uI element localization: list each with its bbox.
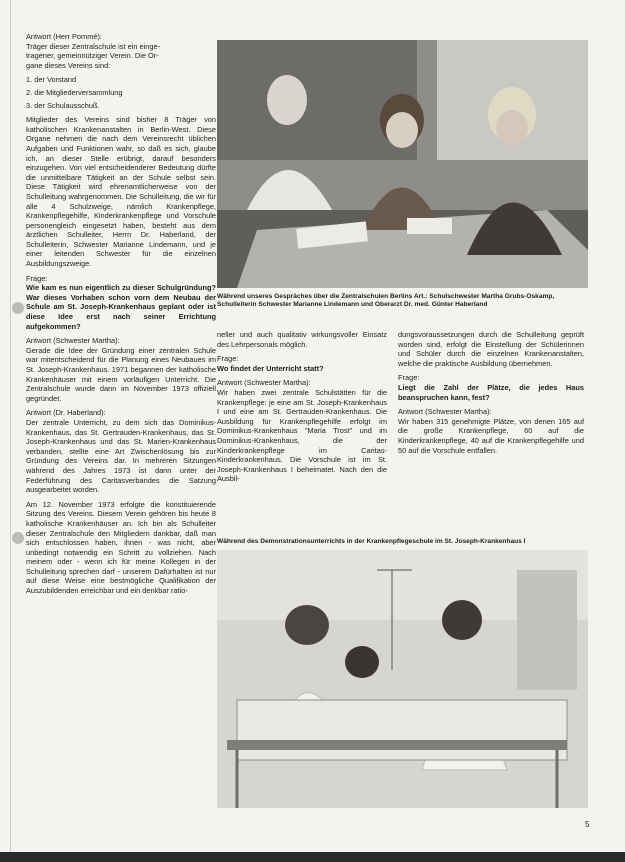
left-column [26,32,216,601]
answer-label: Antwort (Schwester Martha): [398,407,492,417]
question-block [26,274,216,332]
answer-block [217,378,387,484]
middle-column [217,330,387,489]
paragraph-founding: Am 12. November 1973 erfolgte die konstituierende Sitzung des Vereins. Diesem Verein gehören bis heute 8 katholische Krankenhäuser an. Ich bin als Schulleiter dieser Zentralschule den Mitgliedern dankbar, daß man sich entschlossen haben, ihnen - was nicht, aber unbedingt notwendig ein Schritt zu vollziehen. Nach meinem oder - wenn ich für meine Kollegen in der Schulleitung sprechen darf - unserem Dafürhalten ist nur auf diese Weise eine bestmögliche Qualifikation der Auszubildenden erreichbar und ein denkbar ratio- [26,499,216,596]
answer-label: Antwort (Schwester Martha): [26,336,120,346]
question-label: Frage: [217,354,239,364]
question-text: Liegt die Zahl der Plätze, die jedes Haus beanspruchen kann, fest? [398,382,584,402]
organs-list [26,75,216,110]
question-block [398,373,584,402]
photo-demonstration-illustration [217,550,588,808]
answer-text: Wir haben zwei zentrale Schulstätten für die Krankenpflege: je eine am St. Joseph-Krankenhaus I und eine am St. Gertrauden-Krankenhaus. Die Ausbildung für Krankenpflegehilfe erfolgt im Dominikus-Krankenhaus "Maria Trost" und im Dominikus-Krankenhaus, die der Kinderkrankenpflege im Caritas-Kinderkrankenhaus. Die Vorschule ist im St. Joseph-Krankenhaus I beheimatet. Nach den die Ausbil- [217,387,387,484]
photo-interview-illustration [217,40,588,288]
paragraph-intro: neller und auch qualitativ wirkungsvoller Einsatz des Lehrpersonals möglich. [217,330,387,349]
punch-hole [12,302,24,314]
list-item: 1. der Vorstand [26,75,77,85]
intro-line: tragener, gemeinnütziger Verein. Die Or- [26,51,159,61]
photo-interview [217,40,588,288]
list-item: 2. die Mitgliederversammlung [26,87,123,97]
paragraph-members: Mitglieder des Vereins sind bisher 8 Träger von katholischen Krankenanstalten in Berlin-West. Diese Organe nehmen die nach dem Vereinsrecht üblichen Aufgaben und Funktionen wahr, so daß es sich, glaube ich, an dieser Stelle erübrigt, darauf besonders einzugehen. Von viel entscheidenderer Bedeutung dürfte die unmittelbare Tätigkeit an der Schule selbst sein. Diese Tätigkeit wird ehrenamtlicherweise von der Schulleitung wahrgenommen. Die Schulleitung, die wir für alle 4 Schulzweige, nämlich Krankenpflege, Krankenpflegehilfe, Kinderkrankenpflege und Vorschule personengleich eingesetzt haben, besteht aus dem ärztlichen Schulleiter, Herrn Dr. Haberland, der Schulleiterin, Schwester Marianne Lindemann, und je einer leitenden Schwester für die einzelnen Ausbildungszweige. [26,115,216,269]
question-label: Frage: [26,273,48,283]
answer-text: Wir haben 315 genehmigte Plätze, von denen 165 auf die große Krankenpflege, 60 auf die Kinderkrankenpflege, 40 auf die Krankenpflegehilfe und 50 auf die Vorschule entfallen. [398,416,584,455]
page-edge [10,0,11,862]
answer-text: Gerade die Idee der Gründung einer zentralen Schule war mitentscheidend für die Planung eines Neubaues im St. Joseph-Krankenhaus. 1971 begannen der katholische Krankenhäuser mit einem vorläufigen Unterricht. Die Zentralschule wurde dann im November 1973 offiziell gegründet. [26,345,216,403]
list-item: 3. der Schulausschuß. [26,100,100,110]
answer-block [26,408,216,494]
answer-label: Antwort (Dr. Haberland): [26,408,106,418]
answer-block [398,407,584,455]
photo-caption-demonstration: Während des Demonstrationsunterrichts in der Krankenpflegeschule im St. Joseph-Krankenhaus I [217,538,526,545]
photo-caption-interview: Während unseres Gespräches über die Zentralschulen Berlins Art.: Schulschwester Martha Grubs-Oskamp, Schulleiterin Schwester Marianne Lindemann und Oberarzt Dr. med. Günter Haberland [217,293,555,309]
answer-text: Der zentrale Unterricht, zu dem sich das Dominikus-Krankenhaus, das St. Gertrauden-Krankenhaus, das St. Joseph-Krankenhaus und das St. Marien-Krankenhaus verbanden, stellte eine Art Zwischenlösung bis zur Gründung des Vereins dar. In mehreren Sitzungen während des Jahres 1973 ist dann unter der Federführung des Caritasverbandes die Satzung ausgearbeitet worden. [26,417,216,495]
photo-demonstration [217,550,588,808]
question-text: Wo findet der Unterricht statt? [217,363,324,373]
answer-label: Antwort (Herr Pommé): [26,32,102,41]
answer-block [26,336,216,403]
page-number: 5 [585,820,590,829]
answer-label: Antwort (Schwester Martha): [217,378,311,388]
paragraph-intro: dungsvoraussetzungen durch die Schulleitung geprüft worden sind, erfolgt die Einstellung der Schülerinnen und Schüler durch die einzelnen Krankenanstalten, welche die praktische Ausbildung übernehmen. [398,330,584,368]
question-block [217,354,387,373]
question-text: Wie kam es nun eigentlich zu dieser Schulgründung? War dieses Vorhaben schon vorn dem Neubau der Schule am St. Joseph-Krankenhaus geplant oder ist diese Idee erst nach seiner Errichtung aufgekommen? [26,283,216,331]
intro-line: gane dieses Vereins sind: [26,60,111,70]
intro-lines [26,32,216,70]
punch-hole [12,532,24,544]
intro-line: Träger dieser Zentralschule ist ein einge- [26,41,161,51]
right-column [398,330,584,460]
question-label: Frage: [398,373,420,383]
bottom-band [0,852,625,862]
